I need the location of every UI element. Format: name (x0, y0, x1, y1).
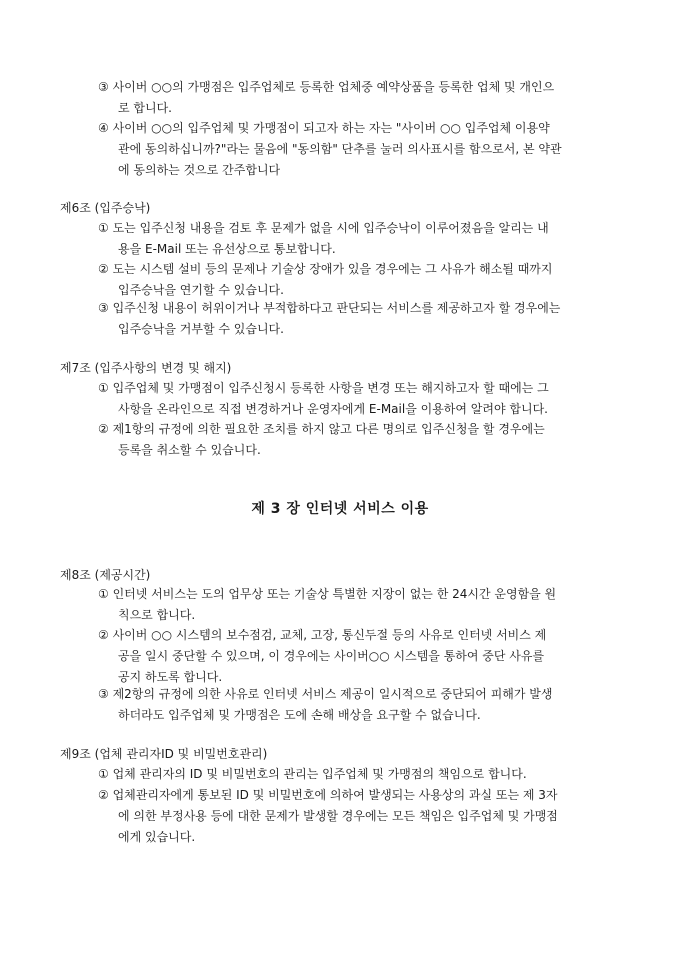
article-8-heading: 제8조 (제공시간) (60, 568, 151, 582)
clause-9-2 (98, 785, 628, 848)
clause-8-3 (98, 684, 628, 726)
article-9-heading: 제9조 (업체 관리자ID 및 비밀번호관리) (60, 747, 268, 761)
clause-6-1 (98, 218, 628, 260)
clause-line: ③ 입주신청 내용이 허위이거나 부적합하다고 판단되는 서비스를 제공하고자 할 경우에는 (98, 301, 561, 315)
clause-9-1 (98, 764, 628, 785)
clause-line: ① 도는 입주신청 내용을 검토 후 문제가 없을 시에 입주승낙이 이루어졌음을 알리는 내 (98, 221, 549, 235)
clause-line: ② 도는 시스템 설비 등의 문제나 기술상 장애가 있을 경우에는 그 사유가 해소될 때까지 (98, 262, 553, 276)
clause-line: ③ 제2항의 규정에 의한 사유로 인터넷 서비스 제공이 일시적으로 중단되어 피해가 발생 (98, 687, 553, 701)
chapter-title: 제 3 장 인터넷 서비스 이용 (251, 501, 429, 517)
clause-8-2 (98, 625, 628, 688)
clause-line: 공을 일시 중단할 수 있으며, 이 경우에는 사이버○○ 시스템을 통하여 중단 사유를 (118, 649, 545, 663)
clause-line: ③ 사이버 ○○의 가맹점은 입주업체로 등록한 업체중 예약상품을 등록한 업체 및 개인으 (98, 80, 555, 94)
clause-line: ① 인터넷 서비스는 도의 업무상 또는 기술상 특별한 지장이 없는 한 24시간 운영함을 원 (98, 587, 557, 601)
clause-line: ② 제1항의 규정에 의한 필요한 조치를 하지 않고 다른 명의로 입주신청을 할 경우에는 (98, 422, 545, 436)
clause-line: 칙으로 합니다. (118, 608, 196, 622)
clause-line: 하더라도 입주업체 및 가맹점은 도에 손해 배상을 요구할 수 없습니다. (118, 708, 481, 722)
clause-line: 로 합니다. (118, 101, 172, 115)
clause-7-2 (98, 419, 628, 461)
clause-line: 용을 E-Mail 또는 유선상으로 통보합니다. (118, 242, 336, 256)
article-7-heading: 제7조 (입주사항의 변경 및 해지) (60, 361, 232, 375)
clause-5-4 (98, 118, 628, 181)
clause-line: ④ 사이버 ○○의 입주업체 및 가맹점이 되고자 하는 자는 "사이버 ○○ 입주업체 이용약 (98, 121, 550, 135)
clause-5-3 (98, 77, 628, 119)
clause-line: 입주승낙을 거부할 수 있습니다. (118, 322, 284, 336)
clause-line: ① 입주업체 및 가맹점이 입주신청시 등록한 사항을 변경 또는 해지하고자 할 때에는 그 (98, 381, 549, 395)
clause-line: ② 업체관리자에게 통보된 ID 및 비밀번호에 의하여 발생되는 사용상의 과실 또는 제 3자 (98, 788, 558, 802)
clause-6-2 (98, 259, 628, 301)
clause-line: 에게 있습니다. (118, 830, 196, 844)
clause-line: ① 업체 관리자의 ID 및 비밀번호의 관리는 입주업체 및 가맹점의 책임으로 합니다. (98, 767, 527, 781)
clause-6-3 (98, 298, 628, 340)
clause-line: ② 사이버 ○○ 시스템의 보수점검, 교체, 고장, 통신두절 등의 사유로 인터넷 서비스 제 (98, 628, 547, 642)
clause-line: 에 동의하는 것으로 간주합니다 (118, 163, 281, 177)
clause-7-1 (98, 378, 628, 420)
clause-8-1 (98, 584, 628, 626)
article-6-heading: 제6조 (입주승낙) (60, 201, 151, 215)
clause-line: 관에 동의하십니까?"라는 물음에 "동의함" 단추를 눌러 의사표시를 함으로서, 본 약관 (118, 142, 562, 156)
clause-line: 공지 하도록 합니다. (118, 670, 223, 684)
clause-line: 사항을 온라인으로 직접 변경하거나 운영자에게 E-Mail을 이용하여 알려야 합니다. (118, 402, 548, 416)
clause-line: 등록을 취소할 수 있습니다. (118, 443, 261, 457)
clause-line: 입주승낙을 연기할 수 있습니다. (118, 283, 284, 297)
clause-line: 에 의한 부정사용 등에 대한 문제가 발생할 경우에는 모든 책임은 입주업체 및 가맹점 (118, 809, 558, 823)
